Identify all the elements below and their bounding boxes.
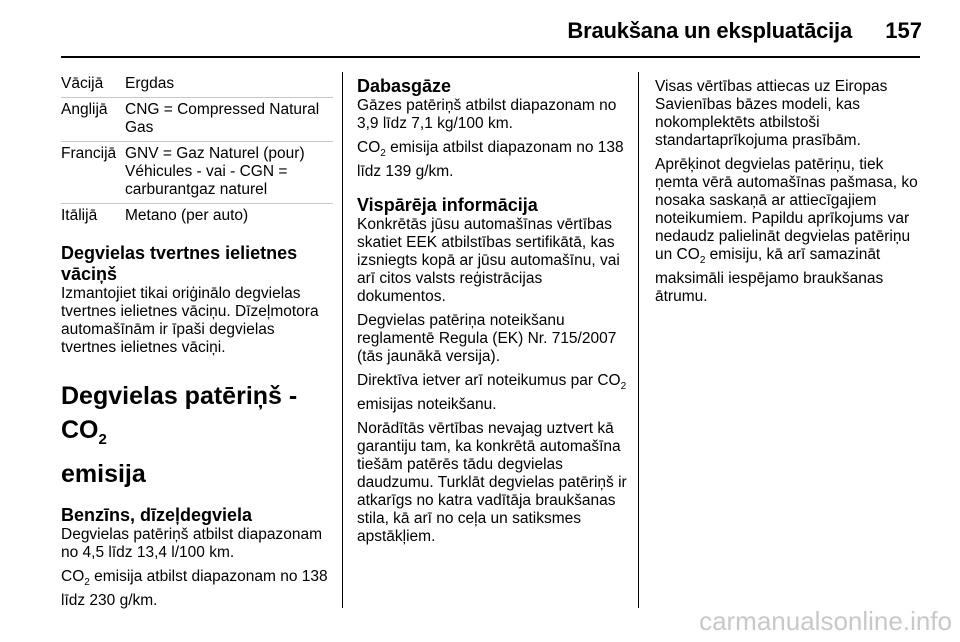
fuel-name-cell: CNG = Compressed Natural Gas (125, 101, 320, 136)
column-divider (342, 72, 343, 608)
general-info-p4: Norādītās vērtības nevajag uztvert kā garantiju tam, ka konkrētā automašīna tiešām patērēs tādu degvielas daudzumu. Turklāt degvielas patēriņš ir atkarīgs no katra vadītāja braukšanas stila, kā arī no ceļa un satiksmes apstākļiem. (357, 420, 627, 546)
fuel-names-table (61, 72, 333, 229)
country-cell: Anglijā (61, 101, 108, 118)
table-row (61, 72, 333, 98)
header-rule (61, 56, 920, 58)
petrol-consumption-text: Degvielas patēriņš atbilst diapazonam no 4,5 līdz 13,4 l/100 km. (61, 526, 323, 561)
general-info-p1: Konkrētās jūsu automašīnas vērtības skatiet EEK atbilstības sertifikātā, kas izsniegts kopā ar jūsu automašīnu, vai arī citos valsts reģistrācijas dokumentos. (357, 216, 620, 306)
country-cell: Francijā (61, 145, 117, 162)
column-divider (638, 72, 639, 608)
filler-cap-text: Izmantojiet tikai oriģinālo degvielas tvertnes ielietnes vāciņu. Dīzeļmotora automašīnām ir īpaši degvielas tvertnes ielietnes vāciņi. (61, 285, 319, 356)
country-cell: Itālijā (61, 207, 98, 224)
consumption-heading: Degvielas patēriņš - $CO_2$ emisija (61, 382, 298, 488)
country-cell: Vācijā (61, 75, 104, 92)
general-info-p2: Degvielas patēriņa noteikšanu reglamentē Regula (EK) Nr. 715/2007 (tās jaunākā versija). (357, 312, 617, 366)
table-row (61, 98, 333, 142)
general-info-heading: Vispārēja informācija (357, 195, 538, 216)
table-row (61, 204, 333, 230)
table-row (61, 142, 333, 204)
running-header: Braukšana un ekspluatācija (567, 18, 852, 43)
natural-gas-heading: Dabasgāze (357, 76, 452, 96)
gas-consumption-text: Gāzes patēriņš atbilst diapazonam no 3,9 līdz 7,1 kg/100 km. (357, 97, 617, 132)
fuel-name-cell: Metano (per auto) (125, 207, 249, 224)
values-note-p2: Aprēķinot degvielas patēriņu, tiek ņemta vērā automašīnas pašmasa, ko nosaka saskaņā ar attiecīgajiem noteikumiem. Papildu aprīkojums var nedaudz palielināt degvielas patēriņu un $CO_2$ emisiju, kā arī samazināt maksimāli iespējamo braukšanas ātrumu. (655, 156, 918, 306)
petrol-diesel-heading: Benzīns, dīzeļdegviela (61, 505, 253, 525)
column-2 (357, 72, 627, 546)
gas-co2-text: $CO_2$ emisija atbilst diapazonam no 138 līdz 139 g/km. (357, 139, 624, 181)
filler-cap-heading: Degvielas tvertnes ielietnes vāciņš (61, 243, 298, 284)
fuel-name-cell: Ergdas (125, 75, 175, 92)
general-info-p3: Direktīva ietver arī noteikumus par $CO_2$ emisijas noteikšanu. (357, 372, 627, 414)
values-note-p1: Visas vērtības attiecas uz Eiropas Savienības bāzes modeli, kas nokomplektēts atbilstoši standartaprīkojuma prasībām. (655, 78, 888, 149)
page-number: 157 (885, 18, 922, 43)
watermark: carmanualsonline.info (699, 606, 952, 636)
petrol-co2-text: $CO_2$ emisija atbilst diapazonam no 138 līdz 230 g/km. (61, 568, 328, 610)
column-1 (61, 72, 333, 610)
column-3 (655, 72, 925, 306)
fuel-name-cell: GNV = Gaz Naturel (pour) Véhicules - vai - CGN = carburantgaz naturel (125, 145, 305, 198)
